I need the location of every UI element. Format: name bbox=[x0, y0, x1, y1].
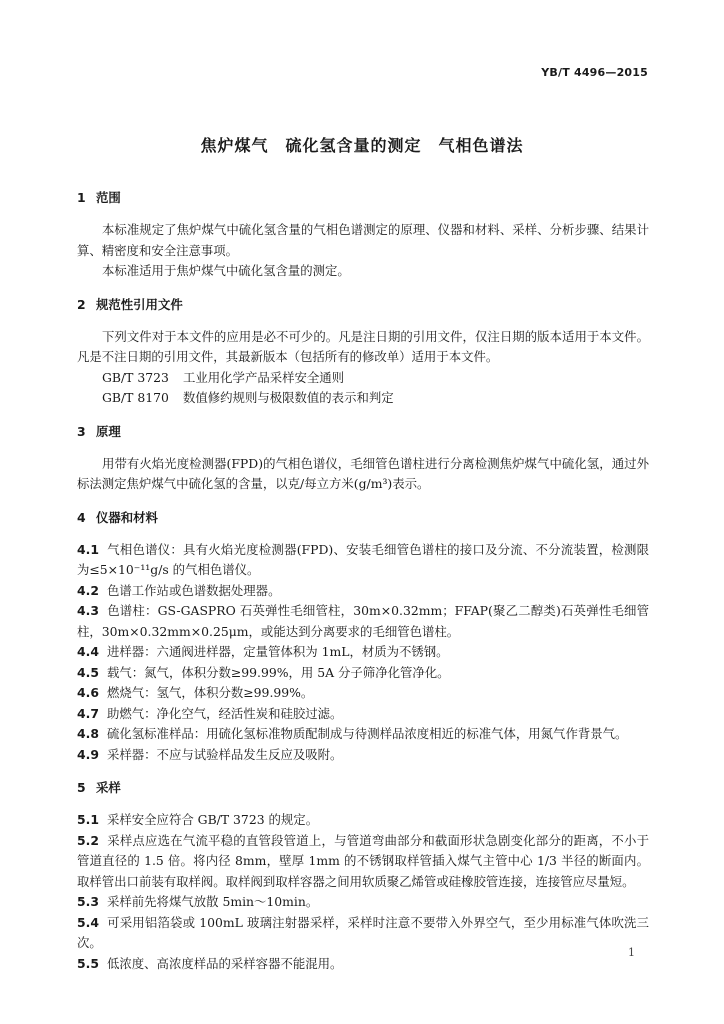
clause bbox=[77, 540, 649, 581]
reference-title: 工业用化学产品采样安全通则 bbox=[183, 369, 345, 385]
clause bbox=[77, 892, 649, 913]
clause-number: 4.8 bbox=[77, 726, 99, 741]
section-title: 规范性引用文件 bbox=[96, 296, 183, 312]
clause-number: 4.4 bbox=[77, 644, 99, 659]
document-body bbox=[77, 188, 649, 974]
section-3-heading bbox=[77, 422, 649, 443]
clause-number: 5.3 bbox=[77, 894, 99, 909]
paragraph: 本标准适用于焦炉煤气中硫化氢含量的测定。 bbox=[102, 263, 350, 278]
section-number: 5 bbox=[77, 780, 86, 795]
clause-text: 采样器：不应与试验样品发生反应及吸附。 bbox=[107, 746, 343, 762]
paragraph: 用带有火焰光度检测器(FPD)的气相色谱仪，毛细管色谱柱进行分离检测焦炉煤气中硫化氢，通过外标法测定焦炉煤气中硫化氢的含量，以克/每立方米(g/m³)表示。 bbox=[77, 455, 649, 491]
section-5-heading bbox=[77, 778, 649, 799]
clause-text: 色谱柱：GS-GASPRO 石英弹性毛细管柱，30m×0.32mm；FFAP(聚乙二醇类)石英弹性毛细管柱，30m×0.32mm×0.25μm，或能达到分离要求的毛细管色谱柱。 bbox=[77, 603, 649, 639]
clause bbox=[77, 704, 649, 725]
section-number: 2 bbox=[77, 296, 86, 312]
section-title: 范围 bbox=[96, 190, 121, 205]
clause bbox=[77, 745, 649, 766]
clause-number: 4.2 bbox=[77, 582, 99, 598]
clause-number: 4.3 bbox=[77, 603, 99, 618]
clause-text: 进样器：六通阀进样器，定量管体积为 1mL，材质为不锈钢。 bbox=[107, 644, 449, 659]
clause bbox=[77, 683, 649, 704]
clause bbox=[77, 724, 649, 745]
clause-text: 可采用铝箔袋或 100mL 玻璃注射器采样，采样时注意不要带入外界空气，至少用标准气体吹洗三次。 bbox=[77, 914, 649, 950]
clause-text: 采样前先将煤气放散 5min～10min。 bbox=[107, 894, 319, 909]
clause-number: 4.9 bbox=[77, 746, 99, 762]
clause bbox=[77, 642, 649, 663]
page-number: 1 bbox=[628, 946, 635, 959]
clause bbox=[77, 913, 649, 954]
section-title: 仪器和材料 bbox=[96, 509, 158, 525]
clause-text: 低浓度、高浓度样品的采样容器不能混用。 bbox=[107, 955, 343, 971]
clause-text: 采样安全应符合 GB/T 3723 的规定。 bbox=[107, 812, 319, 827]
clause-number: 4.5 bbox=[77, 664, 99, 680]
clause-number: 5.4 bbox=[77, 914, 99, 930]
reference-title: 数值修约规则与极限数值的表示和判定 bbox=[183, 390, 394, 405]
clause bbox=[77, 831, 649, 893]
document-title: 焦炉煤气 硫化氢含量的测定 气相色谱法 bbox=[200, 136, 524, 155]
clause-text: 采样点应选在气流平稳的直管段管道上，与管道弯曲部分和截面形状急剧变化部分的距离，不小于管道直径的 1.5 倍。将内径 8mm，壁厚 1mm 的不锈钢取样管插入煤气主管中心 1/3 半径的断面内。取样管出口前装有取样阀。取样阀到取样容器之间用软质聚乙烯管或硅橡胶管连接，连接管应尽量短。 bbox=[77, 832, 649, 889]
clause-number: 5.2 bbox=[77, 832, 99, 848]
standard-code: YB/T 4496—2015 bbox=[541, 66, 648, 79]
normative-reference bbox=[77, 368, 649, 389]
clause bbox=[77, 663, 649, 684]
section-number: 3 bbox=[77, 423, 86, 439]
clause-number: 5.5 bbox=[77, 955, 99, 971]
paragraph: 本标准规定了焦炉煤气中硫化氢含量的气相色谱测定的原理、仪器和材料、采样、分析步骤、结果计算、精密度和安全注意事项。 bbox=[77, 222, 649, 258]
clause-number: 4.7 bbox=[77, 705, 99, 721]
section-2-heading bbox=[77, 295, 649, 316]
clause-text: 硫化氢标准样品：用硫化氢标准物质配制成与待测样品浓度相近的标准气体，用氮气作背景气。 bbox=[107, 726, 628, 741]
normative-reference bbox=[77, 388, 649, 409]
section-1-heading bbox=[77, 188, 649, 209]
clause-number: 4.1 bbox=[77, 541, 99, 557]
clause-number: 5.1 bbox=[77, 812, 99, 827]
clause bbox=[77, 954, 649, 975]
clause bbox=[77, 601, 649, 642]
section-title: 采样 bbox=[96, 780, 121, 795]
clause bbox=[77, 581, 649, 602]
clause bbox=[77, 810, 649, 831]
clause-text: 燃烧气：氢气，体积分数≥99.99%。 bbox=[107, 685, 314, 700]
clause-number: 4.6 bbox=[77, 685, 99, 700]
reference-code: GB/T 3723 bbox=[102, 369, 169, 385]
section-4-heading bbox=[77, 508, 649, 529]
section-number: 1 bbox=[77, 190, 86, 205]
clause-text: 色谱工作站或色谱数据处理器。 bbox=[107, 582, 281, 598]
section-number: 4 bbox=[77, 509, 86, 525]
paragraph: 下列文件对于本文件的应用是必不可少的。凡是注日期的引用文件，仅注日期的版本适用于本文件。凡是不注日期的引用文件，其最新版本（包括所有的修改单）适用于本文件。 bbox=[77, 328, 649, 364]
clause-text: 载气：氮气，体积分数≥99.99%，用 5A 分子筛净化管净化。 bbox=[107, 664, 450, 680]
clause-text: 助燃气：净化空气，经活性炭和硅胶过滤。 bbox=[107, 705, 343, 721]
reference-code: GB/T 8170 bbox=[102, 390, 169, 405]
section-title: 原理 bbox=[96, 423, 121, 439]
clause-text: 气相色谱仪：具有火焰光度检测器(FPD)、安装毛细管色谱柱的接口及分流、不分流装置，检测限为≤5×10⁻¹¹g/s 的气相色谱仪。 bbox=[77, 541, 649, 577]
